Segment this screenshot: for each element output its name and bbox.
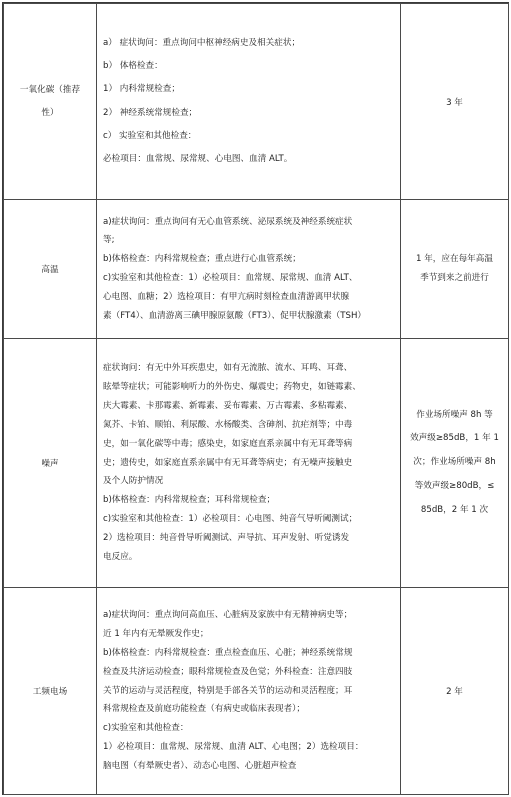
content-line: 症状询问：有无中外耳疾患史，如有无流脓、流水、耳鸣、耳聋、 (103, 363, 353, 374)
exam-period-cell (401, 588, 509, 795)
period-line: 作业场所噪声 8h 等 (416, 409, 493, 420)
table-row (4, 4, 509, 200)
content-line: 电反应。 (103, 552, 138, 563)
exam-period-cell (401, 339, 509, 588)
period-line: 等效声级≥80dB，≤ (414, 480, 495, 491)
exam-content-cell (97, 339, 401, 588)
hazard-factor-line: 一氧化碳（推荐 (19, 84, 81, 95)
hazard-factor-line: 工频电场 (32, 687, 68, 697)
content-line: a） 症状询问：重点询问中枢神经病史及相关症状； (103, 37, 301, 48)
hazard-factor-line: 噪声 (41, 459, 59, 469)
content-line: 脑电图（有晕厥史者）、动态心电图、心脏超声检查 (103, 760, 297, 771)
content-line: 关节的运动与灵活程度，特别是手部各关节的运动和灵活程度；耳 (103, 685, 353, 696)
exam-content-cell (97, 4, 401, 200)
exam-period-cell (401, 200, 509, 339)
content-line: 庆大霉素、卡那霉素、新霉素、妥布霉素、万古霉素、多粘霉素、 (103, 400, 353, 411)
content-line: c)实验室和其他检查： (103, 723, 189, 734)
table-row (4, 339, 509, 588)
content-line: 2）选检项目：纯音骨导听阈测试、声导抗、耳声发射、听觉诱发 (103, 533, 350, 544)
content-line: 史，如一氧化碳等中毒；感染史，如家庭直系亲属中有无耳聋等病 (103, 438, 353, 449)
exam-period-cell (401, 4, 509, 200)
hazard-factor-cell (4, 588, 97, 795)
hazard-factor-line: 性） (41, 107, 59, 118)
content-line: 等; (103, 235, 115, 246)
content-line: 眩晕等症状；可能影响听力的外伤史、爆震史；药物史，如链霉素、 (103, 381, 361, 392)
content-line: b)体格检查：内科常规检查：重点检查血压、心脏；神经系统常规 (103, 648, 353, 658)
exam-content-cell (97, 588, 401, 795)
content-line: 1）必检项目：血常规、尿常规、血清 ALT、心电图；2）选检项目： (103, 741, 364, 752)
content-line: c） 实验室和其他检查： (103, 130, 197, 141)
content-line: a)症状询问：重点询问有无心血管系统、泌尿系统及神经系统症状 (103, 216, 353, 227)
period-line: 1 年，应在每年高温 (416, 254, 493, 265)
content-line: c)实验室和其他检查：1）必检项目：血常规、尿常规、血清 ALT、 (103, 273, 358, 283)
period-line: 85dB，2 年 1 次 (420, 504, 489, 515)
content-line: b)体格检查：内科常规检查；重点进行心血管系统； (103, 254, 301, 265)
period-line: 次；作业场所噪声 8h (413, 457, 496, 468)
hazard-factor-cell (4, 4, 97, 200)
content-line: 史；遗传史，如家庭直系亲属中有无耳聋等病史；有无噪声接触史 (103, 457, 353, 468)
content-line: 1） 内科常规检查； (103, 84, 180, 95)
content-line: 近 1 年内有无晕厥发作史； (103, 629, 209, 640)
content-line: 2） 神经系统常规检查； (103, 107, 198, 118)
content-line: 心电图、血糖；2）选检项目：有甲亢病时刻检查血清游离甲状腺 (103, 291, 350, 302)
hazard-factor-cell (4, 200, 97, 339)
period-line: 3 年 (446, 97, 463, 108)
content-line: 科常规检查及前庭功能检查（有病史或临床表现者）； (103, 704, 305, 715)
content-line: 检查及共济运动检查；眼科常规检查及色觉；外科检查：注意四肢 (103, 666, 353, 677)
content-line: a)症状询问：重点询问高血压、心脏病及家族中有无精神病史等； (103, 610, 353, 621)
table-row (4, 588, 509, 795)
hazard-factor-cell (4, 339, 97, 588)
table-row (4, 200, 509, 339)
content-line: b） 体格检查： (103, 61, 163, 72)
content-line: b)体格检查：内科常规检查；耳科常规检查； (103, 495, 276, 506)
hazard-factor-line: 高温 (41, 265, 59, 275)
content-line: 素（FT4）、血清游离三碘甲腺原氨酸（FT3）、促甲状腺激素（TSH） (103, 310, 367, 321)
exam-content-cell (97, 200, 401, 339)
content-line: 氮芥、卡铂、顺铂、利尿酸、水杨酸类、含砷剂、抗疟剂等；中毒 (103, 419, 353, 430)
content-line: 必检项目：血常规、尿常规、心电图、血清 ALT。 (103, 153, 293, 164)
table-frame (2, 2, 509, 795)
period-line: 效声级≥85dB，1 年 1 (410, 433, 499, 444)
content-line: 及个人防护情况 (103, 476, 164, 487)
health-exam-table (3, 3, 509, 795)
period-line: 季节到来之前进行 (420, 273, 489, 283)
period-line: 2 年 (446, 687, 463, 697)
content-line: c)实验室和其他检查：1）必检项目：心电图、纯音气导听阈测试； (103, 514, 358, 525)
